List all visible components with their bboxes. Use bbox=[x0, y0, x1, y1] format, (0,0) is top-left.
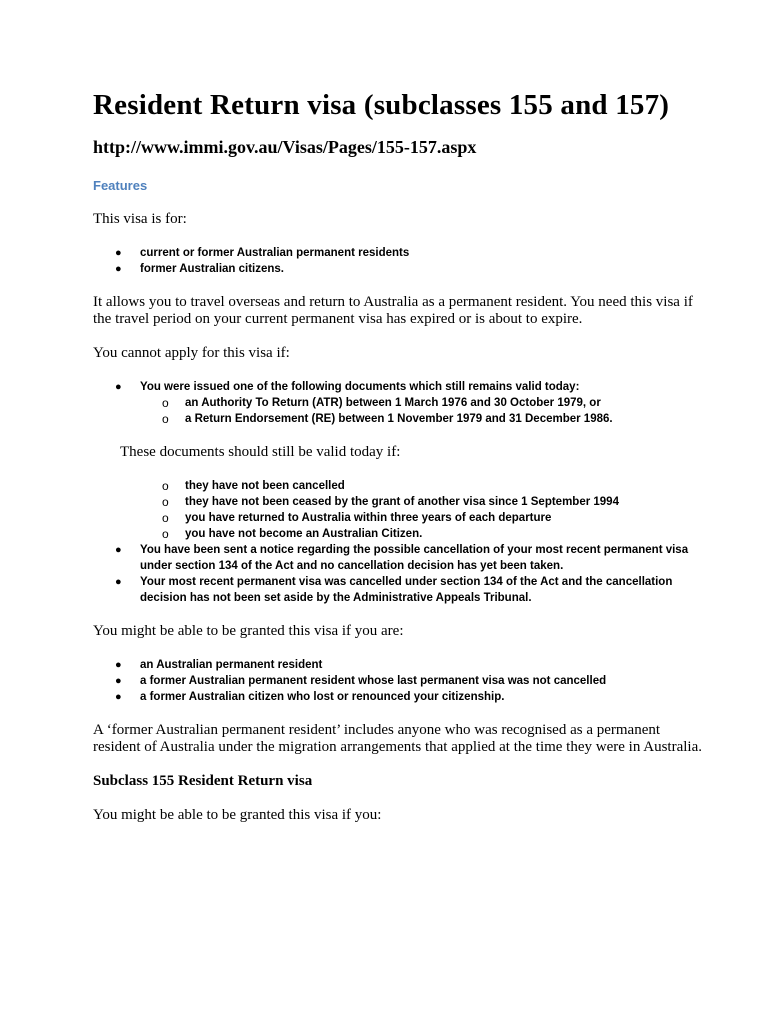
bullet-icon: ● bbox=[115, 691, 122, 703]
bullet-icon: ● bbox=[115, 247, 122, 259]
list-item: o you have not become an Australian Citizen. bbox=[162, 527, 423, 541]
circle-bullet-icon: o bbox=[162, 495, 169, 509]
features-heading: Features bbox=[93, 178, 148, 193]
circle-bullet-icon: o bbox=[162, 511, 169, 525]
cannot-apply-intro: You cannot apply for this visa if: bbox=[93, 345, 290, 361]
circle-bullet-icon: o bbox=[162, 412, 169, 426]
circle-bullet-icon: o bbox=[162, 396, 169, 410]
list-item: ● You have been sent a notice regarding the possible cancellation of your most recent permanent visa under section 134 of the Act and no cancellation decision has yet been taken. bbox=[115, 544, 689, 572]
list-item: ● current or former Australian permanent residents bbox=[115, 247, 410, 259]
subclass-intro: You might be able to be granted this visa if you: bbox=[93, 807, 382, 823]
bullet-icon: ● bbox=[115, 659, 122, 671]
bullet-icon: ● bbox=[115, 381, 122, 393]
documents-valid-intro: These documents should still be valid today if: bbox=[120, 444, 401, 460]
bullet-icon: ● bbox=[115, 675, 122, 687]
list-item: ● a former Australian citizen who lost or renounced your citizenship. bbox=[115, 691, 505, 703]
subclass-heading: Subclass 155 Resident Return visa bbox=[93, 773, 313, 789]
circle-bullet-icon: o bbox=[162, 479, 169, 493]
bullet-icon: ● bbox=[115, 544, 122, 556]
list-item: ● Your most recent permanent visa was cancelled under section 134 of the Act and the cancellation decision has not been set aside by the Administrative Appeals Tribunal. bbox=[115, 576, 673, 604]
list-item: o an Authority To Return (ATR) between 1 March 1976 and 30 October 1979, or bbox=[162, 396, 601, 410]
list-item: o they have not been cancelled bbox=[162, 479, 345, 493]
granted-list bbox=[93, 657, 708, 705]
page-title: Resident Return visa (subclasses 155 and 157) bbox=[93, 89, 670, 121]
former-resident-paragraph: A ‘former Australian permanent resident’ includes anyone who was recognised as a permanent resident of Australia under the migration arrangements that applied at the time they were in Australia. bbox=[93, 722, 702, 755]
cannot-apply-more-list bbox=[93, 542, 708, 606]
list-item: o you have returned to Australia within three years of each departure bbox=[162, 511, 552, 525]
granted-intro: You might be able to be granted this visa if you are: bbox=[93, 623, 404, 639]
bullet-icon: ● bbox=[115, 263, 122, 275]
list-item: ● former Australian citizens. bbox=[115, 263, 285, 275]
source-url: http://www.immi.gov.au/Visas/Pages/155-157.aspx bbox=[93, 137, 477, 157]
bullet-icon: ● bbox=[115, 576, 122, 588]
circle-bullet-icon: o bbox=[162, 527, 169, 541]
list-item: o they have not been ceased by the grant of another visa since 1 September 1994 bbox=[162, 495, 619, 509]
cannot-apply-list bbox=[93, 379, 708, 395]
list-item: o a Return Endorsement (RE) between 1 November 1979 and 31 December 1986. bbox=[162, 412, 613, 426]
list-item: ● a former Australian permanent resident whose last permanent visa was not cancelled bbox=[115, 675, 607, 687]
visa-for-intro: This visa is for: bbox=[93, 211, 187, 227]
list-item: ● an Australian permanent resident bbox=[115, 659, 323, 671]
allows-paragraph: It allows you to travel overseas and return to Australia as a permanent resident. You need this visa if the travel period on your current permanent visa has expired or is about to expire. bbox=[93, 294, 693, 327]
visa-for-list bbox=[93, 245, 708, 277]
list-item: ● You were issued one of the following documents which still remains valid today: bbox=[115, 381, 580, 393]
documents-list bbox=[93, 395, 708, 427]
valid-conditions-list bbox=[93, 478, 708, 542]
